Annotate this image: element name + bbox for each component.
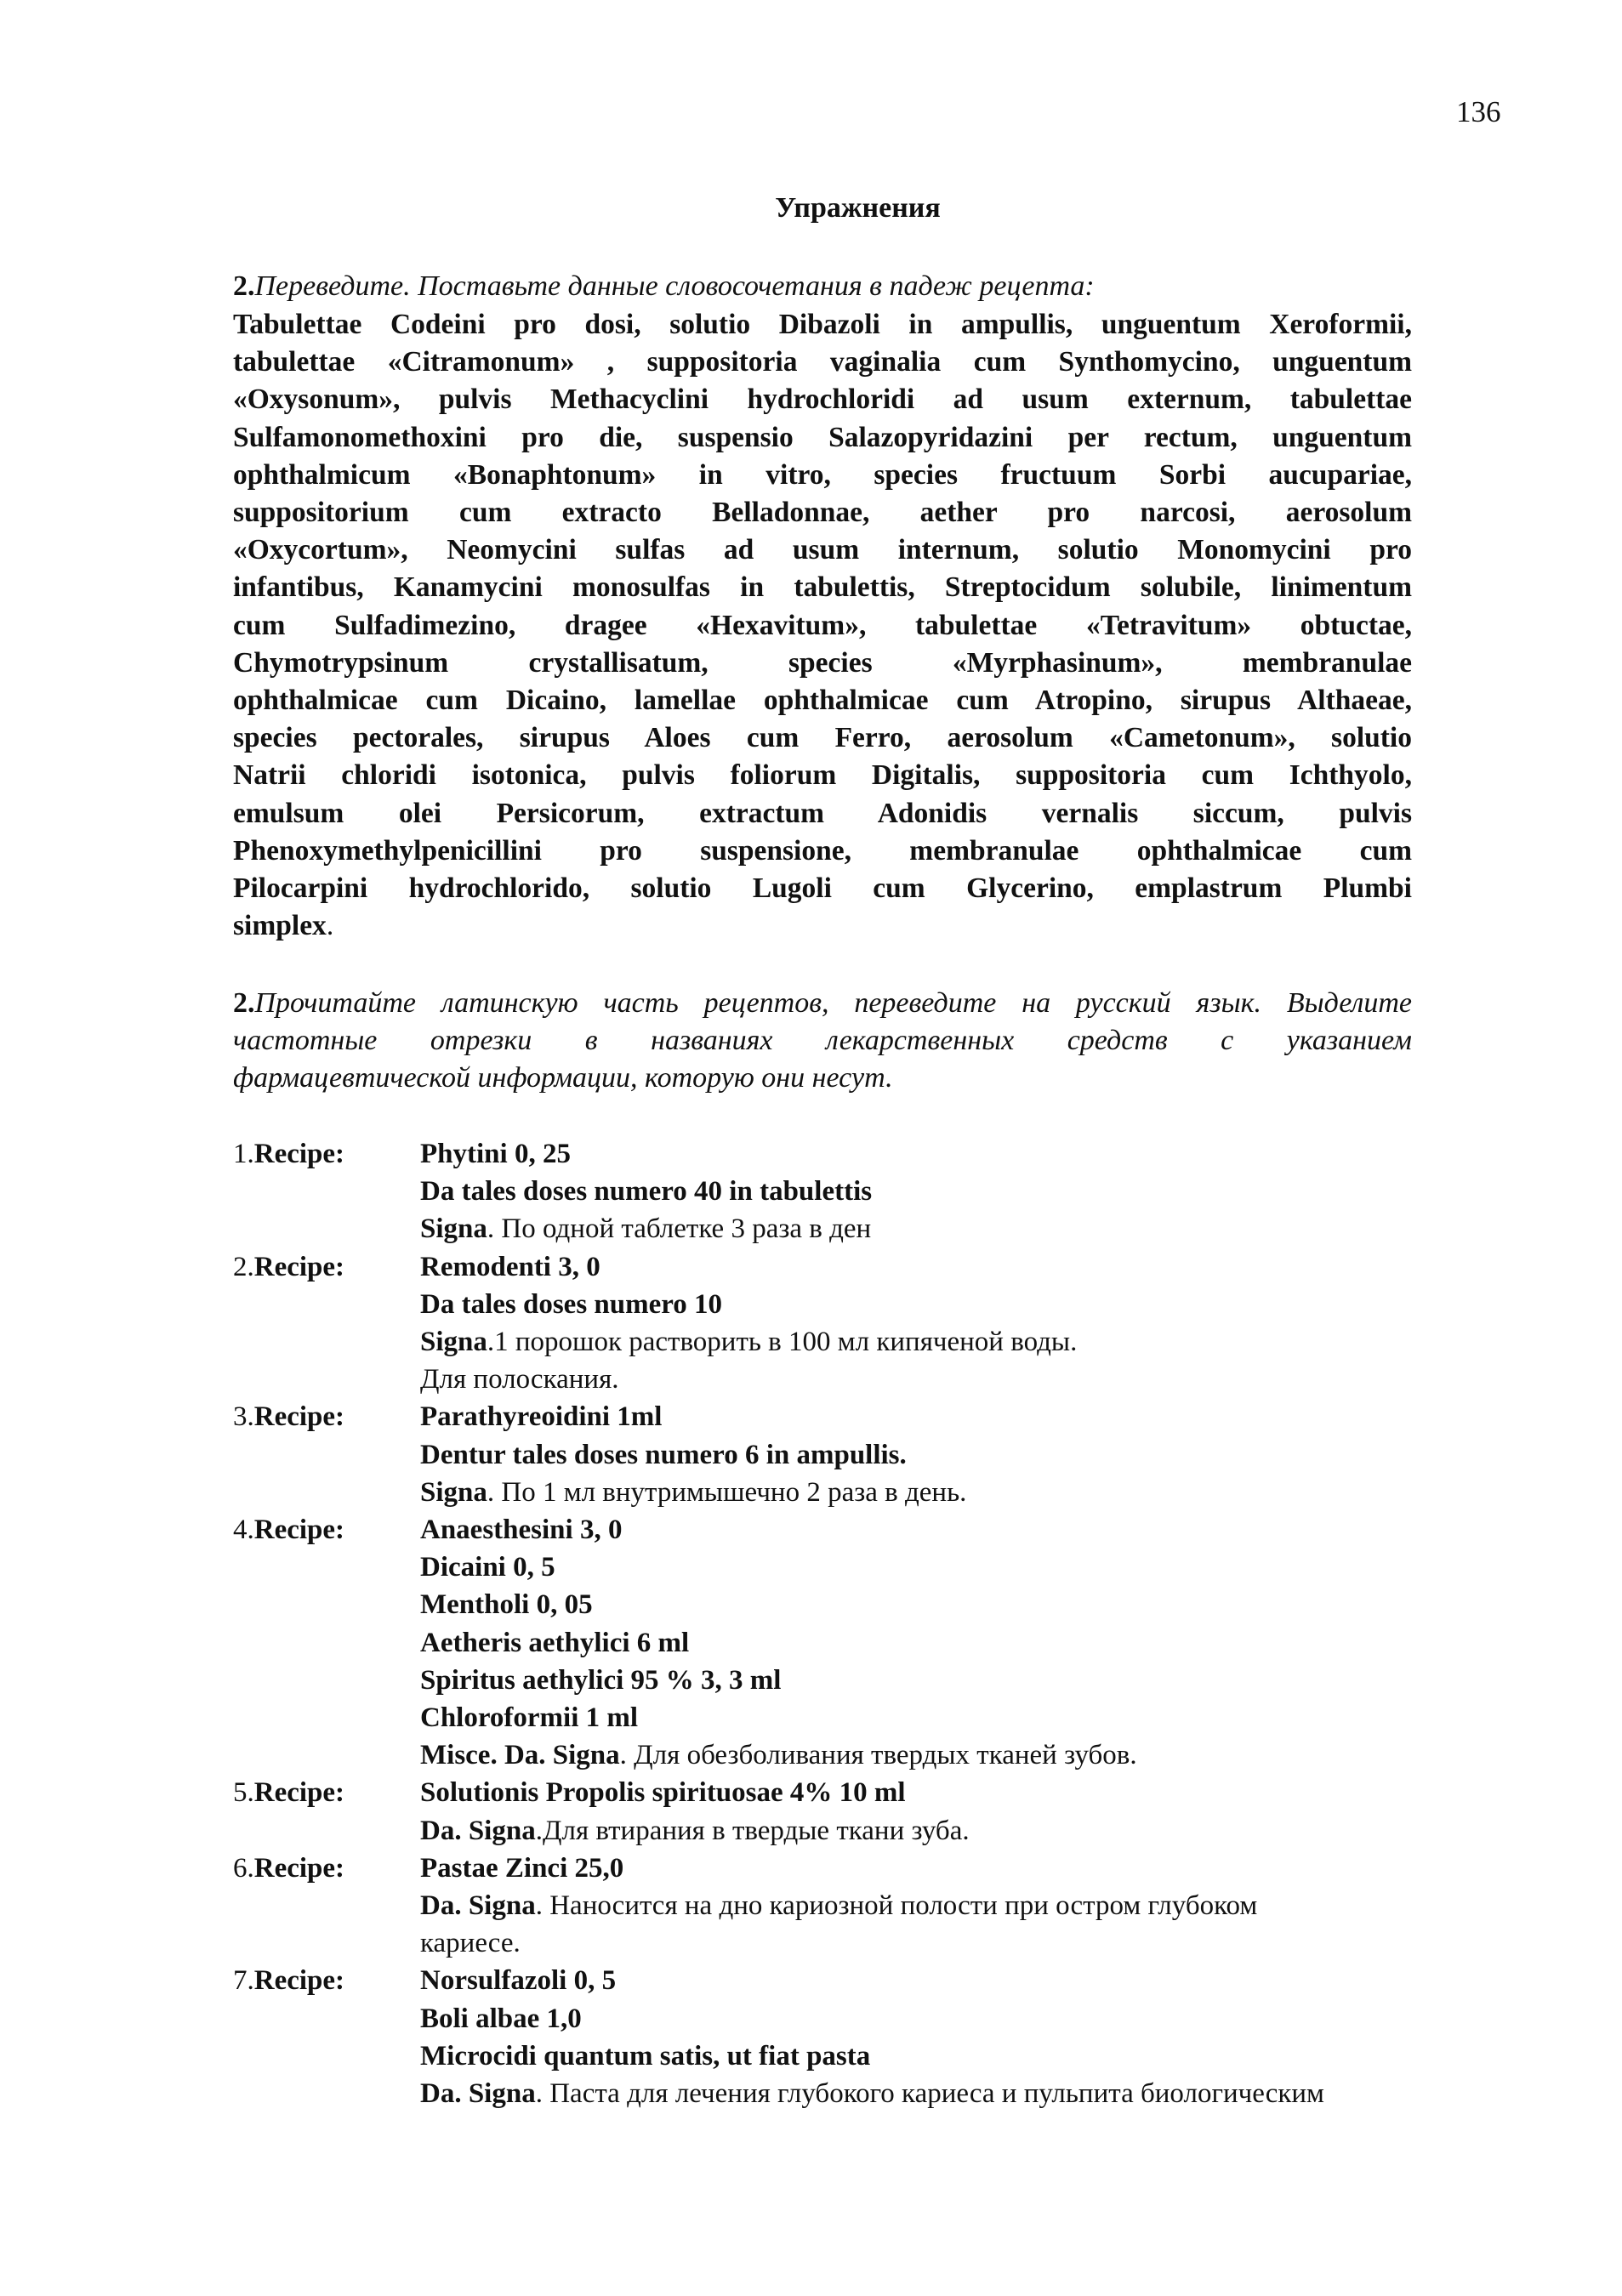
exercise-1-line: cum Sulfadimezino, dragee «Hexavitum», tabulettae «Tetravitum» obtuctae, — [233, 609, 1412, 641]
recipe-label — [233, 1248, 420, 1399]
exercise-1-line: emulsum olei Persicorum, extractum Adonidis vernalis siccum, pulvis — [233, 797, 1412, 829]
recipe-line-latin: Microcidi quantum satis, ut fiat pasta — [420, 2040, 871, 2072]
recipe-line-latin: Aetheris aethylici 6 ml — [420, 1627, 690, 1658]
recipe-number: 6. — [233, 1852, 254, 1884]
recipe-line — [420, 1812, 1492, 1850]
recipe-body — [420, 1511, 1492, 1774]
recipe-line-latin: Parathyreoidini 1ml — [420, 1401, 663, 1433]
recipe-line-latin: Norsulfazoli 0, 5 — [420, 1965, 617, 1997]
recipe-list — [233, 1135, 1492, 2112]
recipe-line — [420, 1173, 1492, 1210]
exercise-1-line: Tabulettae Codeini pro dosi, solutio Dibazoli in ampullis, unguentum Xeroformii, — [233, 309, 1412, 340]
recipe-line-russian: .Для втирания в твердые ткани зуба. — [535, 1815, 970, 1846]
exercise-2-instruction-line: Прочитайте латинскую часть рецептов, переведите на русский язык. Выделите — [254, 987, 1412, 1019]
exercise-1-line: Chymotrypsinum crystallisatum, species «Myrphasinum», membranulae — [233, 646, 1412, 679]
exercise-1-line-text: simplex — [233, 910, 327, 942]
exercise-1-line: Natrii chloridi isotonica, pulvis foliorum Digitalis, suppositoria cum Ichthyolo, — [233, 759, 1412, 792]
recipe-line-russian: . Наносится на дно кариозной полости при остром глубоком — [535, 1890, 1258, 1922]
recipe-line-latin: Da. Signa — [420, 1815, 536, 1846]
recipe-line — [420, 1736, 1492, 1774]
recipe-line — [420, 2037, 1492, 2075]
exercise-1-line: Pilocarpini hydrochlorido, solutio Lugoli cum Glycerino, emplastrum Plumbi — [233, 872, 1412, 905]
recipe-line-latin: Chloroformii 1 ml — [420, 1702, 639, 1734]
recipe-line-latin: Da. Signa — [420, 1890, 536, 1922]
recipe-line-latin: Signa — [420, 1213, 487, 1245]
exercise-2-instruction-line: фармацевтической информации, которую они несут. — [233, 1062, 893, 1094]
recipe-line — [420, 1774, 1492, 1811]
recipe-line-latin: Phytini 0, 25 — [420, 1139, 571, 1169]
recipe-line — [420, 1586, 1492, 1623]
exercise-1-line — [233, 907, 1412, 945]
page-number: 136 — [1456, 95, 1501, 128]
recipe-line-latin: Pastae Zinci 25,0 — [420, 1852, 624, 1884]
recipe-item — [233, 1248, 1492, 1399]
exercise-1-line: «Oxycortum», Neomycini sulfas ad usum internum, solutio Monomycini pro — [233, 534, 1412, 566]
recipe-line — [420, 1887, 1492, 1924]
recipe-line — [420, 1323, 1492, 1361]
recipe-line-russian: . Паста для лечения глубокого кариеса и пульпита биологическим — [535, 2078, 1324, 2110]
recipe-line-latin: Misce. Da. Signa — [420, 1740, 620, 1771]
recipe-line-russian: .1 порошок растворить в 100 мл кипяченой воды. — [487, 1327, 1078, 1358]
recipe-line-latin: Signa — [420, 1476, 487, 1508]
recipe-line-latin: Boli albae 1,0 — [420, 2003, 582, 2034]
recipe-body — [420, 1850, 1492, 1963]
exercise-2-instruction-line: частотные отрезки в названиях лекарственных средств с указанием — [233, 1025, 1412, 1056]
recipe-item — [233, 1135, 1492, 1248]
recipe-line — [420, 1361, 1492, 1398]
recipe-line — [420, 1436, 1492, 1474]
recipe-line — [420, 1474, 1492, 1511]
recipe-line-russian: . По 1 мл внутримышечно 2 раза в день. — [487, 1476, 967, 1508]
recipe-body — [420, 1398, 1492, 1511]
exercise-1-line: infantibus, Kanamycini monosulfas in tabulettis, Streptocidum solubile, linimentum — [233, 571, 1412, 604]
recipe-line — [420, 1398, 1492, 1435]
exercise-1-line: tabulettae «Citramonum» , suppositoria vaginalia cum Synthomycino, unguentum — [233, 346, 1412, 378]
recipe-word: Recipe: — [253, 1965, 345, 1997]
exercise-1-text — [233, 306, 1412, 945]
recipe-line — [420, 1662, 1492, 1699]
recipe-body — [420, 1248, 1492, 1399]
recipe-line — [420, 1699, 1492, 1736]
recipe-line-latin: Signa — [420, 1327, 487, 1358]
exercise-1-line: ophthalmicum «Bonaphtonum» in vitro, species fructuum Sorbi aucupariae, — [233, 458, 1412, 491]
recipe-line-latin: Da. Signa — [420, 2078, 536, 2110]
recipe-item — [233, 1398, 1492, 1511]
recipe-number: 5. — [233, 1777, 254, 1809]
exercise-1-line: «Oxysonum», pulvis Methacyclini hydrochloridi ad usum externum, tabulettae — [233, 384, 1412, 416]
exercise-1-line: Sulfamonomethoxini pro die, suspensio Salazopyridazini per rectum, unguentum — [233, 421, 1412, 453]
recipe-number: 3. — [233, 1401, 254, 1433]
recipe-line — [420, 1962, 1492, 1999]
recipe-line — [420, 1210, 1492, 1247]
recipe-line — [420, 2075, 1492, 2112]
recipe-line — [420, 1624, 1492, 1662]
recipe-item — [233, 1511, 1492, 1774]
exercise-1-number: 2. — [233, 270, 255, 302]
recipe-number: 2. — [233, 1251, 254, 1282]
recipe-label — [233, 1398, 420, 1511]
recipe-line-russian: кариесе. — [420, 1928, 521, 1959]
recipe-body — [420, 1962, 1492, 2112]
recipe-line — [420, 2000, 1492, 2037]
recipe-line-latin: Remodenti 3, 0 — [420, 1251, 600, 1282]
recipe-line — [420, 1286, 1492, 1323]
recipe-number: 7. — [233, 1965, 254, 1997]
recipe-number: 4. — [233, 1515, 254, 1546]
exercise-1-instruction: Переведите. Поставьте данные словосочетания в падеж рецепта: — [254, 270, 1095, 302]
exercise-1-line-period: . — [326, 910, 334, 942]
recipe-body — [420, 1774, 1492, 1849]
recipe-line-latin: Dentur tales doses numero 6 in ampullis. — [420, 1439, 907, 1470]
recipe-label — [233, 1135, 420, 1248]
recipe-line-russian: . По одной таблетке 3 раза в ден — [487, 1213, 872, 1245]
exercise-1-heading — [233, 268, 1412, 305]
exercise-1-line: Phenoxymethylpenicillini pro suspensione, membranulae ophthalmicae cum — [233, 834, 1412, 867]
recipe-label — [233, 1850, 420, 1963]
recipe-line — [420, 1135, 1492, 1173]
recipe-line — [420, 1850, 1492, 1887]
recipe-line-latin: Da tales doses numero 40 in tabulettis — [420, 1176, 873, 1208]
recipe-body — [420, 1135, 1492, 1248]
page-title: Упражнения — [775, 192, 941, 224]
recipe-line-latin: Dicaini 0, 5 — [420, 1552, 555, 1583]
recipe-line-latin: Da tales doses numero 10 — [420, 1288, 723, 1320]
exercise-1-line: species pectorales, sirupus Aloes cum Ferro, aerosolum «Cametonum», solutio — [233, 722, 1412, 754]
recipe-item — [233, 1774, 1492, 1849]
recipe-word: Recipe: — [253, 1401, 345, 1433]
recipe-line-russian: Для полоскания. — [420, 1364, 619, 1395]
recipe-label — [233, 1962, 420, 2112]
recipe-item — [233, 1850, 1492, 1963]
recipe-word: Recipe: — [253, 1852, 345, 1884]
recipe-word: Recipe: — [253, 1515, 345, 1546]
recipe-word: Recipe: — [253, 1139, 345, 1169]
exercise-1-line: ophthalmicae cum Dicaino, lamellae ophthalmicae cum Atropino, sirupus Althaeae, — [233, 685, 1412, 717]
recipe-line-latin: Solutionis Propolis spirituosae 4% 10 ml — [420, 1777, 906, 1809]
recipe-line-latin: Anaesthesini 3, 0 — [420, 1515, 623, 1546]
recipe-line — [420, 1924, 1492, 1962]
recipe-label — [233, 1774, 420, 1849]
recipe-number: 1. — [233, 1139, 254, 1169]
recipe-line — [420, 1248, 1492, 1286]
exercise-1-line: suppositorium cum extracto Belladonnae, aether pro narcosi, aerosolum — [233, 497, 1412, 529]
recipe-word: Recipe: — [253, 1777, 345, 1809]
recipe-line-russian: . Для обезболивания твердых тканей зубов. — [619, 1740, 1137, 1771]
exercise-2-number: 2. — [233, 987, 255, 1019]
recipe-item — [233, 1962, 1492, 2112]
recipe-line-latin: Mentholi 0, 05 — [420, 1589, 593, 1621]
recipe-line-latin: Spiritus aethylici 95 % 3, 3 ml — [420, 1664, 782, 1696]
recipe-label — [233, 1511, 420, 1774]
recipe-word: Recipe: — [253, 1251, 345, 1282]
recipe-line — [420, 1511, 1492, 1549]
recipe-line — [420, 1549, 1492, 1586]
exercise-2-heading — [233, 985, 1412, 1097]
